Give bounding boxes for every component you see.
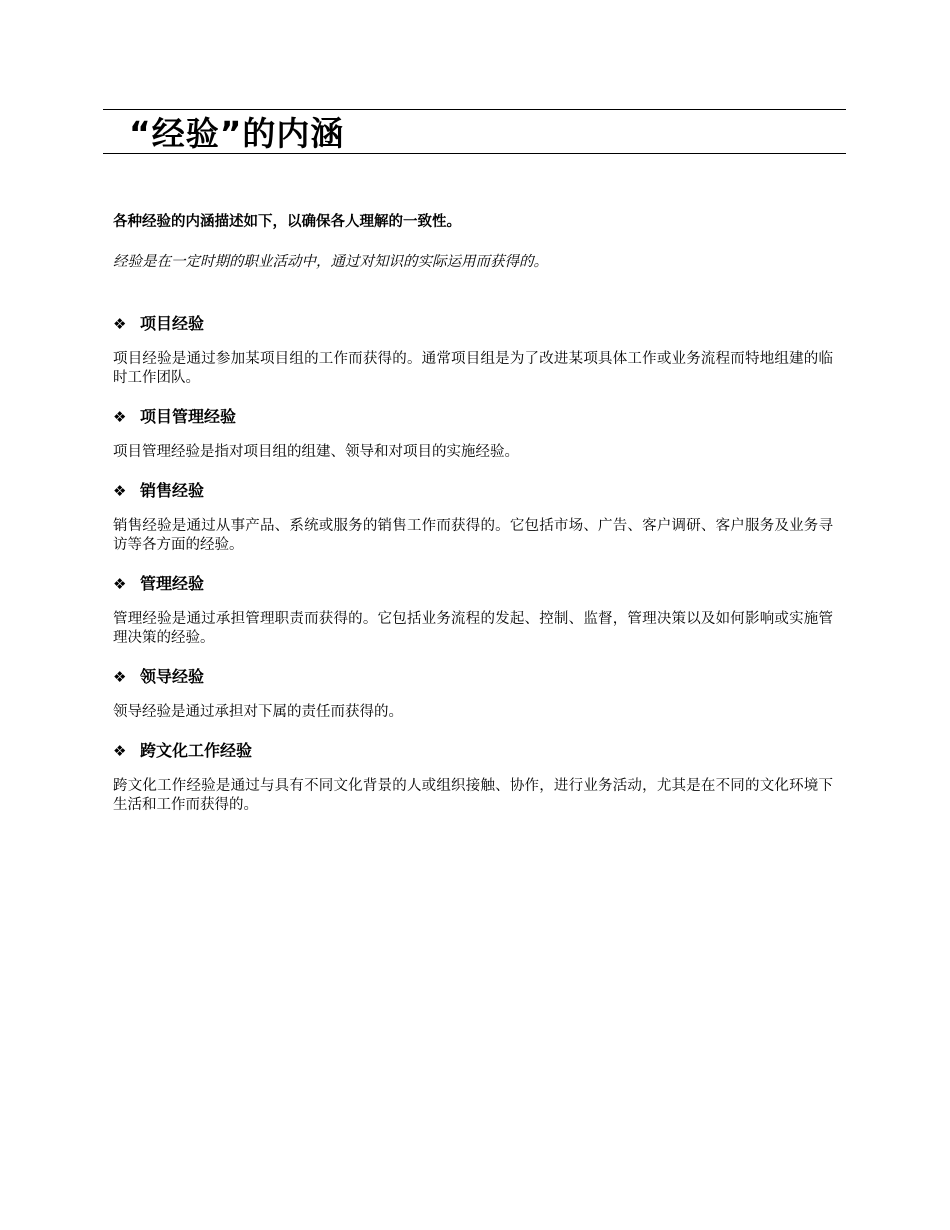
section-heading — [113, 312, 833, 336]
section-body: 项目管理经验是指对项目组的组建、领导和对项目的实施经验。 — [113, 444, 519, 460]
section-project-experience — [113, 312, 833, 388]
section-leadership-experience — [113, 665, 833, 722]
section-heading — [113, 739, 833, 763]
section-project-management-experience — [113, 405, 833, 462]
section-heading — [113, 572, 833, 596]
section-heading — [113, 479, 833, 503]
diamond-bullet-icon: ❖ — [113, 668, 127, 686]
section-body: 项目经验是通过参加某项目组的工作而获得的。通常项目组是为了改进某项具体工作或业务流程而特地组建的临时工作团队。 — [113, 351, 833, 386]
section-cross-cultural-experience — [113, 739, 833, 815]
document-content — [113, 211, 833, 815]
section-heading-text: 项目管理经验 — [140, 407, 237, 426]
diamond-bullet-icon: ❖ — [113, 575, 127, 593]
section-heading-text: 领导经验 — [140, 667, 205, 686]
section-heading — [113, 405, 833, 429]
diamond-bullet-icon: ❖ — [113, 315, 127, 333]
page-title: “经验”的内涵 — [129, 114, 345, 153]
section-management-experience — [113, 572, 833, 648]
section-sales-experience — [113, 479, 833, 555]
diamond-bullet-icon: ❖ — [113, 408, 127, 426]
diamond-bullet-icon: ❖ — [113, 482, 127, 500]
section-body: 跨文化工作经验是通过与具有不同文化背景的人或组织接触、协作，进行业务活动，尤其是在不同的文化环境下生活和工作而获得的。 — [113, 778, 833, 813]
section-heading-text: 销售经验 — [140, 481, 205, 500]
section-heading-text: 项目经验 — [140, 314, 205, 333]
title-band — [103, 109, 846, 154]
section-heading-text: 管理经验 — [140, 574, 205, 593]
section-body: 管理经验是通过承担管理职责而获得的。它包括业务流程的发起、控制、监督，管理决策以及如何影响或实施管理决策的经验。 — [113, 611, 833, 646]
definition-paragraph: 经验是在一定时期的职业活动中，通过对知识的实际运用而获得的。 — [113, 254, 548, 270]
diamond-bullet-icon: ❖ — [113, 742, 127, 760]
section-body: 领导经验是通过承担对下属的责任而获得的。 — [113, 704, 403, 720]
section-heading — [113, 665, 833, 689]
intro-paragraph: 各种经验的内涵描述如下，以确保各人理解的一致性。 — [113, 214, 461, 230]
section-heading-text: 跨文化工作经验 — [140, 741, 253, 760]
section-body: 销售经验是通过从事产品、系统或服务的销售工作而获得的。它包括市场、广告、客户调研、客户服务及业务寻访等各方面的经验。 — [113, 518, 833, 553]
